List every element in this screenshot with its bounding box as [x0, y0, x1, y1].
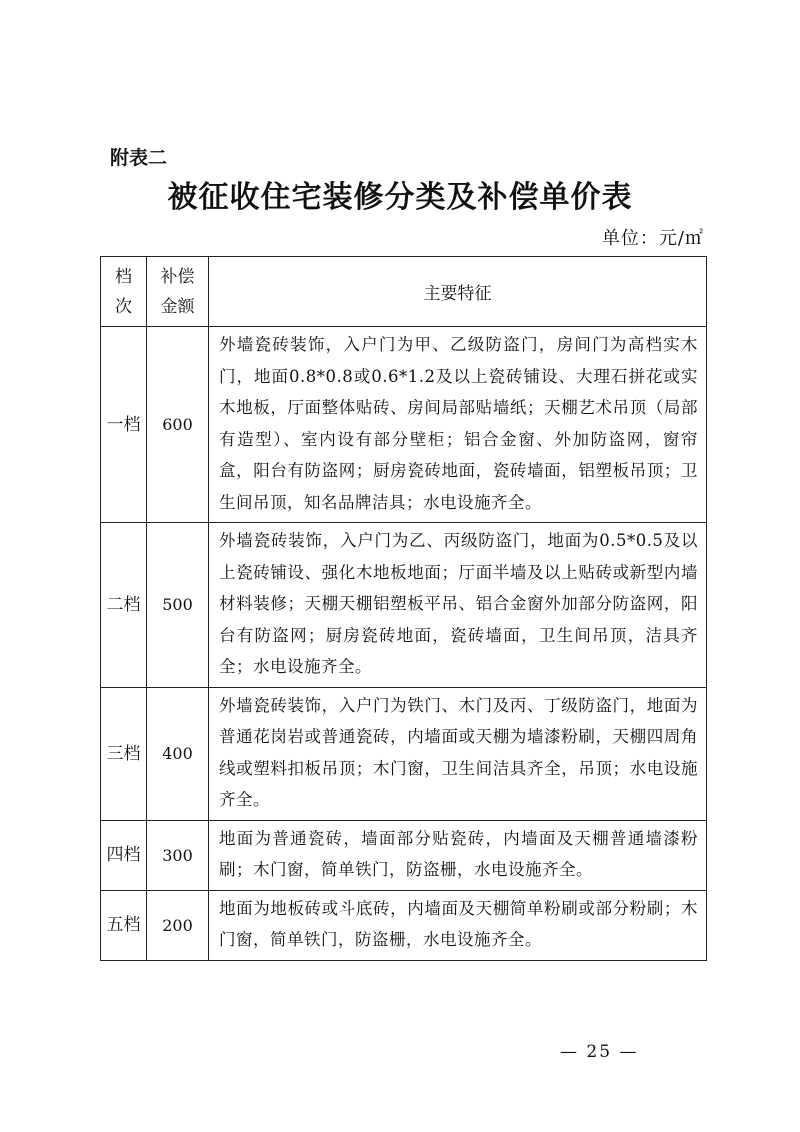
table-row [101, 687, 707, 820]
amount-cell: 600 [147, 327, 209, 523]
appendix-label: 附表二 [110, 147, 168, 169]
features-cell: 外墙瓷砖装饰，入户门为甲、乙级防盗门，房间门为高档实木门，地面0.8*0.8或0.6*1.2及以上瓷砖铺设、大理石拼花或实木地板，厅面整体贴砖、房间局部贴墙纸；天棚艺术吊顶（局部有造型）、室内设有部分壁柜；铝合金窗、外加防盗网，窗帘盒，阳台有防盗网；厨房瓷砖地面，瓷砖墙面，铝塑板吊顶；卫生间吊顶，知名品牌洁具；水电设施齐全。 [209, 327, 707, 523]
header-tier: 档次 [101, 257, 147, 327]
amount-cell: 300 [147, 820, 209, 890]
header-amount: 补偿金额 [147, 257, 209, 327]
features-cell: 外墙瓷砖装饰，入户门为铁门、木门及丙、丁级防盗门，地面为普通花岗岩或普通瓷砖，内墙面或天棚为墙漆粉刷，天棚四周角线或塑料扣板吊顶；木门窗，卫生间洁具齐全，吊顶；水电设施齐全。 [209, 687, 707, 820]
features-cell: 地面为普通瓷砖，墙面部分贴瓷砖，内墙面及天棚普通墙漆粉刷；木门窗，简单铁门，防盗栅，水电设施齐全。 [209, 820, 707, 890]
unit-label: 单位：元/㎡ [601, 228, 704, 249]
amount-cell: 400 [147, 687, 209, 820]
table-row [101, 820, 707, 890]
page-title: 被征收住宅装修分类及补偿单价表 [167, 180, 633, 215]
table-row [101, 890, 707, 960]
table-row [101, 523, 707, 688]
compensation-table [100, 256, 707, 961]
tier-cell: 三档 [101, 687, 147, 820]
tier-cell: 五档 [101, 890, 147, 960]
header-features: 主要特征 [209, 257, 707, 327]
tier-cell: 二档 [101, 523, 147, 688]
features-cell: 外墙瓷砖装饰，入户门为乙、丙级防盗门，地面为0.5*0.5及以上瓷砖铺设、强化木地板地面；厅面半墙及以上贴砖或新型内墙材料装修；天棚天棚铝塑板平吊、铝合金窗外加部分防盗网，阳台有防盗网；厨房瓷砖地面，瓷砖墙面，卫生间吊顶，洁具齐全；水电设施齐全。 [209, 523, 707, 688]
amount-cell: 200 [147, 890, 209, 960]
table-header-row [101, 257, 707, 327]
tier-cell: 四档 [101, 820, 147, 890]
page-number: — 25 — [560, 1042, 639, 1062]
table-row [101, 327, 707, 523]
tier-cell: 一档 [101, 327, 147, 523]
features-cell: 地面为地板砖或斗底砖，内墙面及天棚简单粉刷或部分粉刷；木门窗，简单铁门，防盗栅，水电设施齐全。 [209, 890, 707, 960]
amount-cell: 500 [147, 523, 209, 688]
